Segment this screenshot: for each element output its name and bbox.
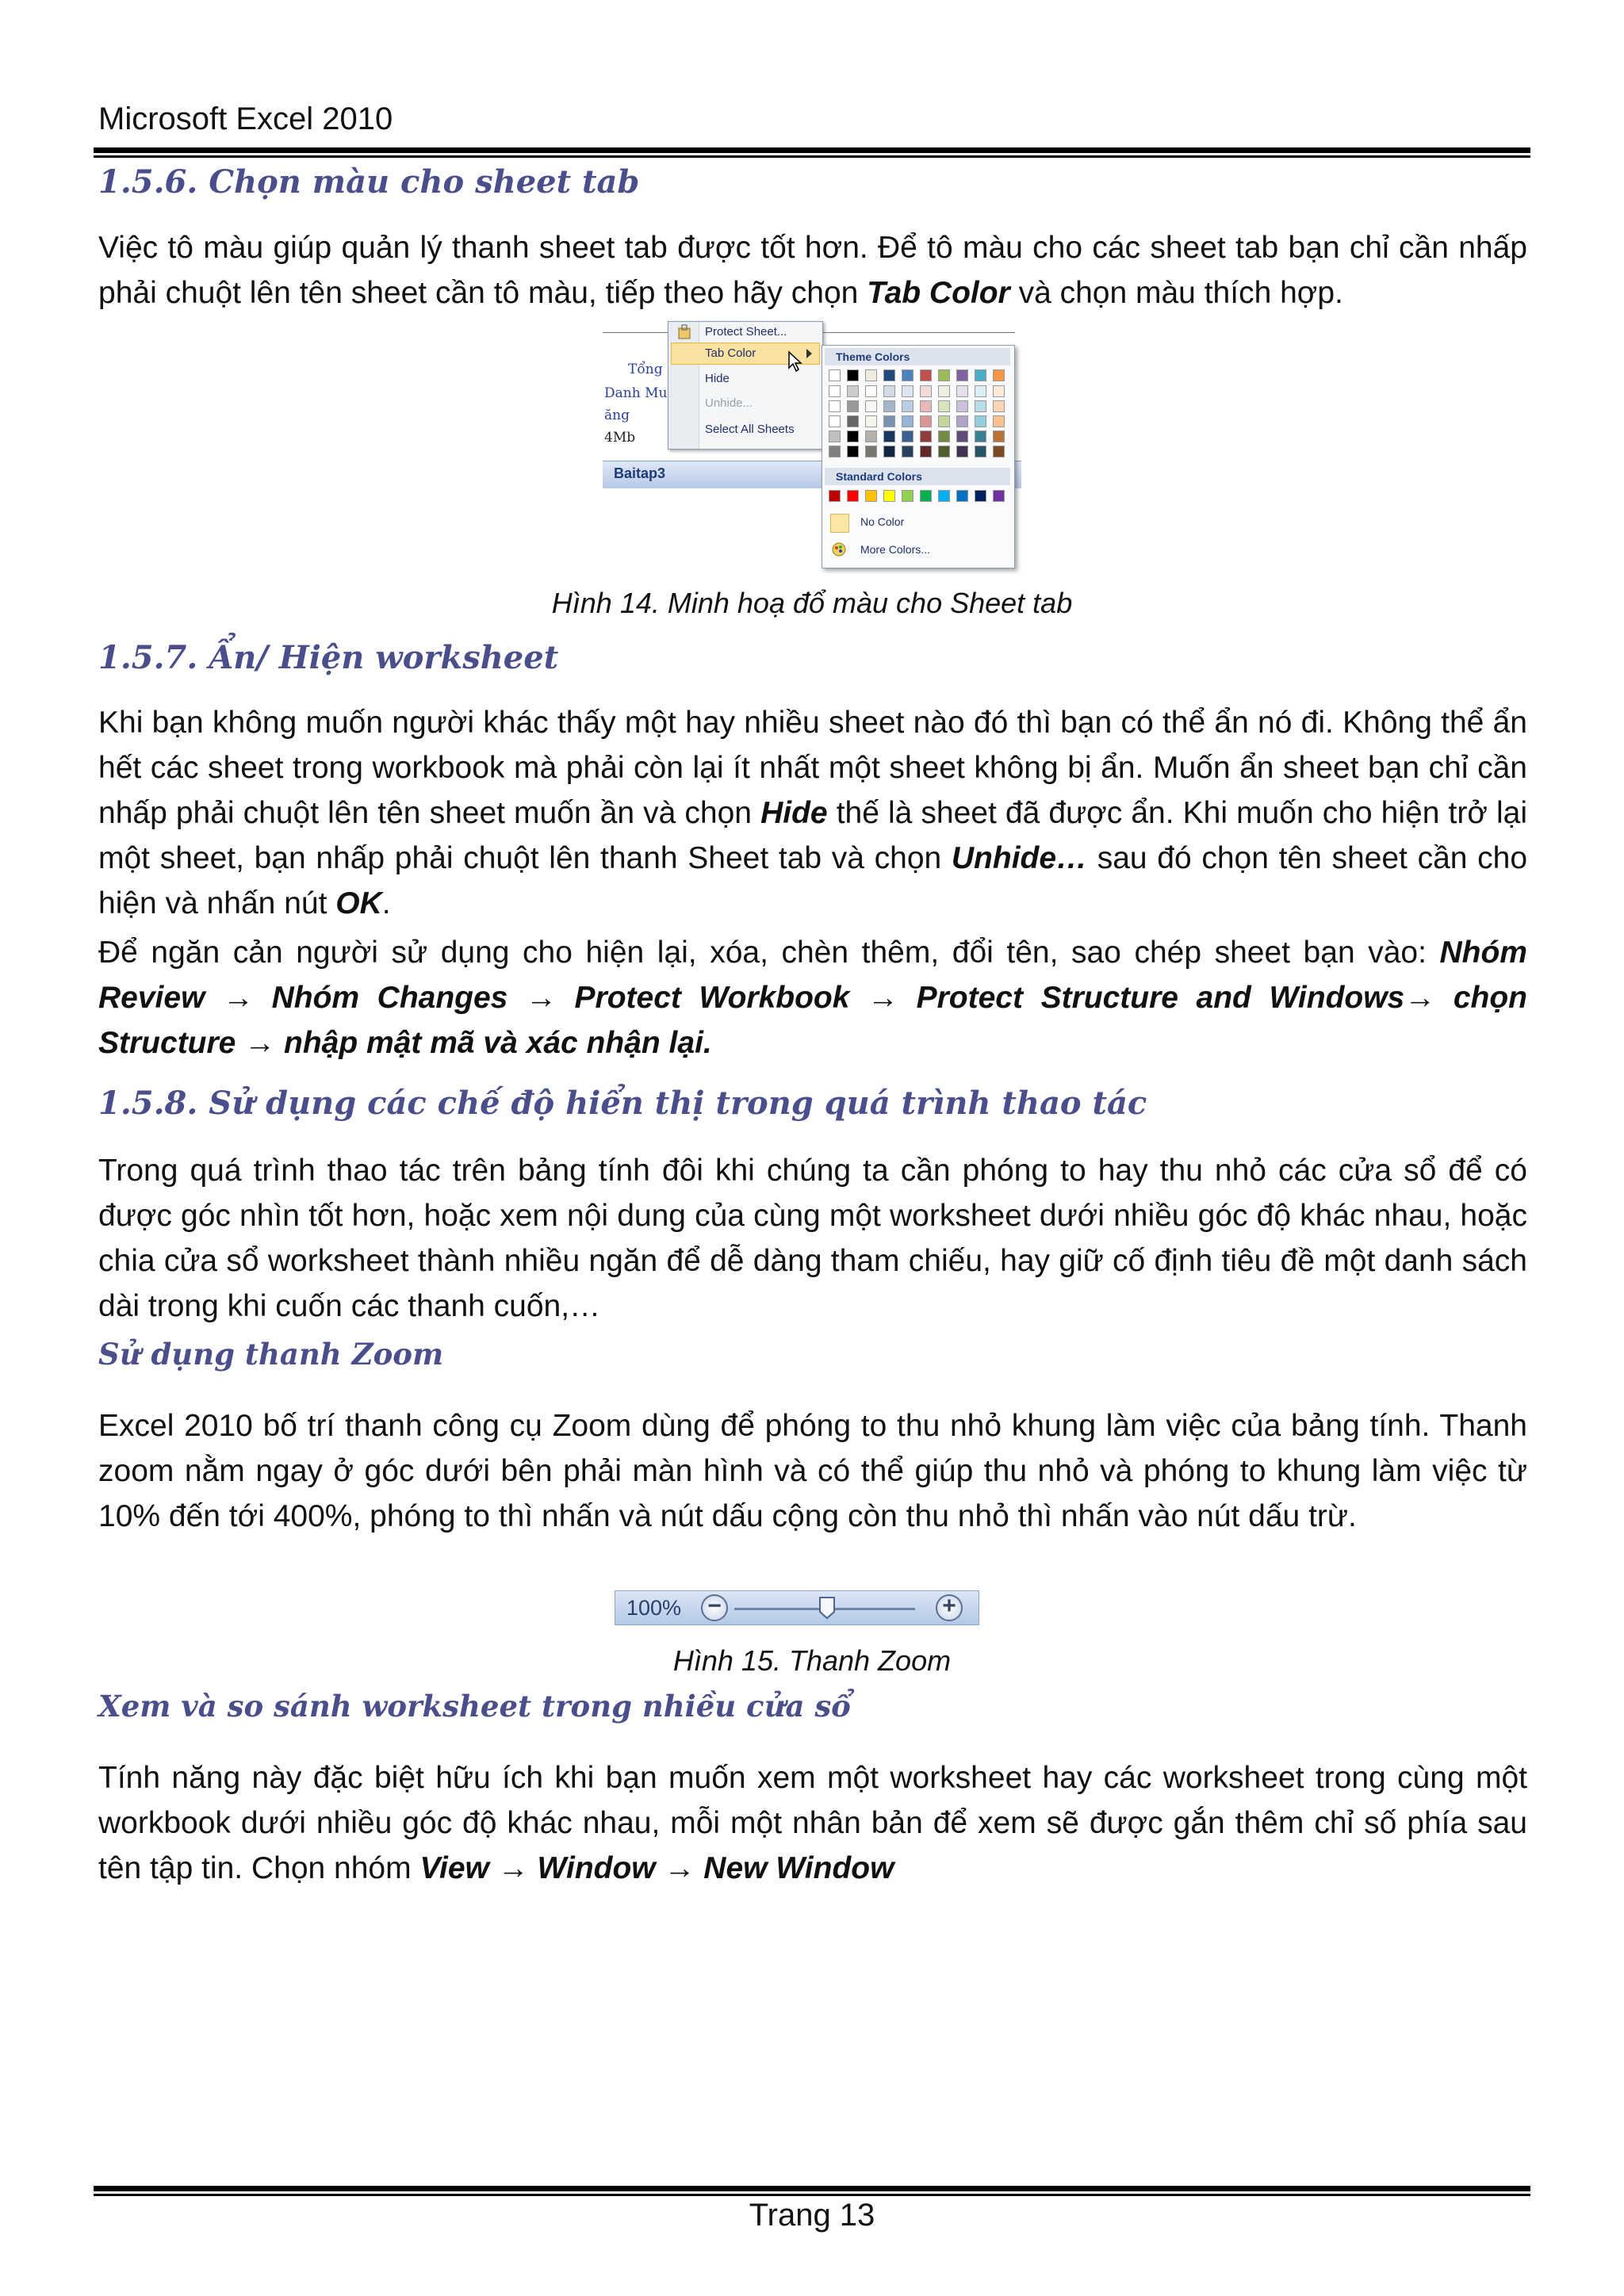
standard-color-swatch[interactable] [902,490,914,502]
theme-color-swatch[interactable] [902,385,914,397]
figure-15-caption: Hình 15. Thanh Zoom [672,1644,952,1677]
menu-item-unhide[interactable]: Unhide... [705,396,753,410]
theme-colors-heading: Theme Colors [825,348,1010,365]
sheet-tab[interactable]: Baitap3 [614,465,666,481]
theme-color-swatch[interactable] [902,369,914,381]
theme-color-swatch[interactable] [993,430,1005,442]
standard-colors-heading: Standard Colors [825,468,1010,485]
theme-color-swatch[interactable] [920,415,932,427]
section-heading-1-5-7: 1.5.7. Ẩn/ Hiện worksheet [98,639,559,676]
section-heading-1-5-6: 1.5.6. Chọn màu cho sheet tab [98,163,640,201]
sheet-cell: ăng [604,408,630,423]
zoom-in-button[interactable] [936,1594,963,1621]
sheet-cell: Danh Mu [604,385,668,401]
mouse-cursor-icon [787,350,806,374]
theme-color-swatch[interactable] [920,385,932,397]
theme-color-swatch[interactable] [993,446,1005,457]
theme-color-swatch[interactable] [829,430,841,442]
theme-color-swatch[interactable] [883,385,895,397]
sheet-cell: 4Mb [604,430,636,446]
theme-color-swatch[interactable] [883,400,895,412]
theme-color-swatch[interactable] [975,369,986,381]
theme-color-swatch[interactable] [938,369,950,381]
theme-color-swatch[interactable] [902,400,914,412]
theme-color-swatch[interactable] [975,400,986,412]
theme-color-swatch[interactable] [829,369,841,381]
standard-color-swatch[interactable] [975,490,986,502]
theme-color-swatch[interactable] [920,400,932,412]
theme-color-swatch[interactable] [847,385,859,397]
subheading-new-window: Xem và so sánh worksheet trong nhiều cửa sổ [98,1689,851,1724]
theme-color-swatch[interactable] [847,430,859,442]
theme-color-swatch[interactable] [956,385,968,397]
theme-color-swatch[interactable] [993,400,1005,412]
standard-color-swatch[interactable] [993,490,1005,502]
theme-color-swatch[interactable] [956,430,968,442]
theme-color-swatch[interactable] [902,446,914,457]
theme-color-swatch[interactable] [956,369,968,381]
figure-14-caption: Hình 14. Minh hoạ đổ màu cho Sheet tab [551,587,1073,619]
plus-icon: + [942,1593,956,1619]
paragraph-view-modes: Trong quá trình thao tác trên bảng tính đôi khi chúng ta cần phóng to hay thu nhỏ các cửa sổ để có được góc nhìn tốt hơn, hoặc xem nội dung của cùng một worksheet dưới nhiều góc độ khác nhau, hoặc chia cửa sổ worksheet thành nhiều ngăn để dễ dàng tham chiếu, hay giữ cố định tiêu đề một danh sách dài trong khi cuốn các thanh cuốn,… [98,1154,1527,1323]
standard-color-swatch[interactable] [847,490,859,502]
context-menu [668,321,823,450]
paragraph-tab-color: Việc tô màu giúp quản lý thanh sheet tab được tốt hơn. Để tô màu cho các sheet tab bạn chỉ cần nhấp phải chuột lên tên sheet cần tô màu, tiếp theo hãy chọn Tab Color và chọn màu thích hợp. [98,231,1527,310]
menu-item-hide[interactable]: Hide [705,372,730,385]
theme-color-swatch[interactable] [938,415,950,427]
theme-color-swatch[interactable] [847,369,859,381]
standard-color-swatch[interactable] [829,490,841,502]
theme-color-swatch[interactable] [993,369,1005,381]
tab-color-palette [822,345,1015,568]
no-color-icon [830,514,849,533]
theme-color-swatch[interactable] [865,369,877,381]
theme-color-swatch[interactable] [956,400,968,412]
theme-color-swatch[interactable] [883,415,895,427]
theme-color-swatch[interactable] [975,385,986,397]
theme-color-swatch[interactable] [829,446,841,457]
zoom-level[interactable]: 100% [626,1596,682,1620]
menu-item-protect-sheet[interactable]: Protect Sheet... [705,325,787,339]
section-heading-1-5-8: 1.5.8. Sử dụng các chế độ hiển thị trong quá trình thao tác [98,1085,1147,1122]
sheet-cell: Tổng [628,362,663,377]
paragraph-zoom: Excel 2010 bố trí thanh công cụ Zoom dùng để phóng to thu nhỏ khung làm việc của bảng tính. Thanh zoom nằm ngay ở góc dưới bên phải màn hình và có thể giúp thu nhỏ và phóng to khung làm việc từ 10% đến tới 400%, phóng to thì nhấn và nút dấu cộng còn thu nhỏ thì nhấn vào nút dấu trừ. [98,1409,1527,1533]
theme-color-swatch[interactable] [993,415,1005,427]
theme-color-swatch[interactable] [975,415,986,427]
standard-color-swatch[interactable] [920,490,932,502]
theme-color-swatch[interactable] [883,430,895,442]
theme-color-swatch[interactable] [865,430,877,442]
theme-color-swatch[interactable] [902,430,914,442]
theme-color-swatch[interactable] [938,446,950,457]
theme-color-swatch[interactable] [829,400,841,412]
theme-color-swatch[interactable] [956,446,968,457]
page-number: Trang 13 [749,2198,875,2233]
minus-icon: − [707,1593,722,1619]
no-color-option[interactable]: No Color [860,515,905,528]
theme-color-swatch[interactable] [847,446,859,457]
standard-color-swatch[interactable] [956,490,968,502]
theme-color-swatch[interactable] [883,369,895,381]
more-colors-icon [830,541,848,558]
menu-item-select-all-sheets[interactable]: Select All Sheets [705,423,795,436]
theme-color-swatch[interactable] [975,446,986,457]
theme-color-swatch[interactable] [920,369,932,381]
theme-color-swatch[interactable] [938,430,950,442]
standard-color-swatch[interactable] [938,490,950,502]
document-header-title: Microsoft Excel 2010 [98,101,393,136]
paragraph-hide-sheet: Khi bạn không muốn người khác thấy một hay nhiều sheet nào đó thì bạn có thể ẩn nó đi. Không thể ẩn hết các sheet trong workbook mà phải còn lại ít nhất một sheet không bị ẩn. Muốn ẩn sheet bạn chỉ cần nhấp phải chuột lên tên sheet muốn ần và chọn Hide thế là sheet đã được ẩn. Khi muốn cho hiện trở lại một sheet, bạn nhấp phải chuột lên thanh Sheet tab và chọn Unhide… sau đó chọn tên sheet cần cho hiện và nhấn nút OK. [98,706,1528,920]
theme-color-swatch[interactable] [829,415,841,427]
theme-color-swatch[interactable] [975,430,986,442]
theme-color-swatch[interactable] [865,400,877,412]
protect-sheet-icon [676,323,694,341]
theme-color-swatch[interactable] [847,415,859,427]
theme-color-swatch[interactable] [847,400,859,412]
footer-rule [94,2186,1530,2197]
subheading-zoom: Sử dụng thanh Zoom [98,1337,444,1372]
menu-item-tab-color[interactable]: Tab Color [705,346,756,360]
theme-color-swatch[interactable] [883,446,895,457]
theme-color-swatch[interactable] [902,415,914,427]
theme-color-swatch[interactable] [829,385,841,397]
theme-color-swatch[interactable] [920,446,932,457]
paragraph-new-window: Tính năng này đặc biệt hữu ích khi bạn muốn xem một worksheet hay các worksheet trong cùng một workbook dưới nhiều góc độ khác nhau, mỗi một nhân bản để xem sẽ được gắn thêm chỉ số phía sau tên tập tin. Chọn nhóm View → Window → New Window [98,1761,1527,1885]
standard-color-swatch[interactable] [865,490,877,502]
theme-color-swatch[interactable] [865,415,877,427]
theme-color-swatch[interactable] [938,400,950,412]
standard-color-swatch[interactable] [883,490,895,502]
theme-color-swatch[interactable] [956,415,968,427]
figure-tab-color [603,321,1023,567]
theme-color-swatch[interactable] [993,385,1005,397]
more-colors-option[interactable]: More Colors... [860,543,930,556]
zoom-bar [615,1590,979,1625]
theme-color-swatch[interactable] [938,385,950,397]
theme-color-swatch[interactable] [865,446,877,457]
theme-color-swatch[interactable] [920,430,932,442]
theme-color-swatch[interactable] [865,385,877,397]
zoom-slider-thumb[interactable] [818,1596,836,1620]
header-rule [94,147,1530,159]
paragraph-protect-workbook: Để ngăn cản người sử dụng cho hiện lại, xóa, chèn thêm, đổi tên, sao chép sheet bạn vào: Nhóm Review → Nhóm Changes → Protect Workbook → Protect Structure and Windows→ chọn Structure → nhập mật mã và xác nhận lại. [98,936,1527,1060]
zoom-out-button[interactable] [701,1594,728,1621]
